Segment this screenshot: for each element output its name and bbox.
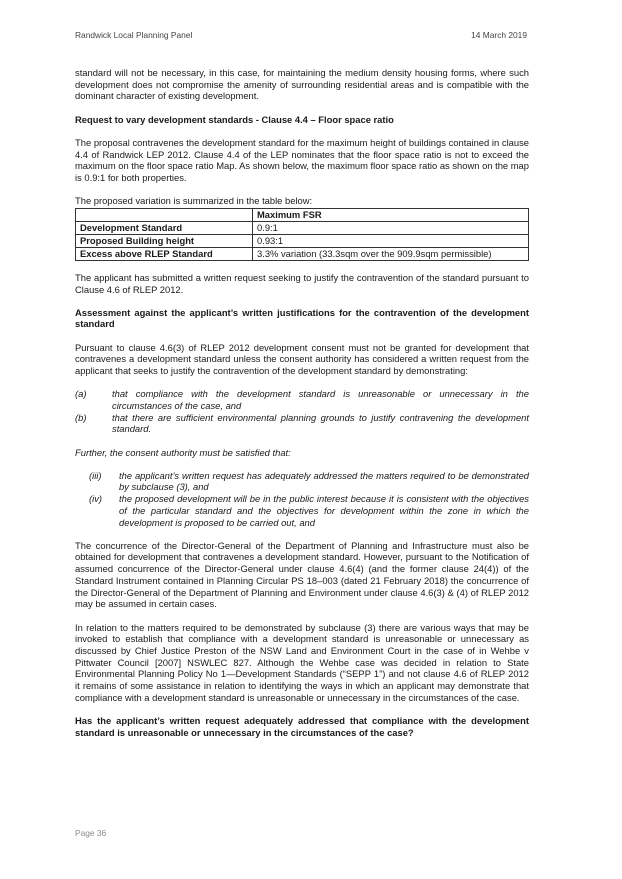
list-item	[75, 412, 529, 435]
header-organisation: Randwick Local Planning Panel	[75, 30, 193, 40]
section-heading-assessment: Assessment against the applicant’s written justifications for the contravention of the development standard	[75, 306, 529, 330]
paragraph-contravention: The proposal contravenes the development standard for the maximum height of buildings contained in clause 4.4 of Randwick LEP 2012. Clause 4.4 of the LEP nominates that the floor space ratio is not to exceed the maximum on the floor space ratio Map. As shown below, the maximum floor space ratio as shown on the map is 0.9:1 for both properties.	[75, 136, 529, 183]
table-row-value: 0.9:1	[253, 221, 529, 234]
list-item-text: that there are sufficient environmental planning grounds to justify contravening the development standard.	[112, 411, 529, 435]
variation-table	[75, 208, 529, 261]
table-header-max-fsr: Maximum FSR	[253, 208, 529, 221]
list-item-text: that compliance with the development standard is unreasonable or unnecessary in the circumstances of the case, and	[112, 388, 529, 411]
section-heading-question: Has the applicant’s written request adequately addressed that compliance with the development standard is unreasonable or unnecessary in the circumstances of the case?	[75, 714, 529, 738]
intro-paragraph: standard will not be necessary, in this case, for maintaining the medium density housing forms, where such development does not compromise the amenity of surrounding residential areas and is compatible with the dominant character of existing development.	[75, 67, 529, 102]
table-row	[76, 234, 529, 247]
table-row	[76, 221, 529, 234]
table-header-row	[76, 208, 529, 221]
list-item-number: (iii)	[89, 469, 102, 481]
table-row-label: Proposed Building height	[76, 234, 253, 247]
table-intro: The proposed variation is summarized in the table below:	[75, 195, 313, 207]
list-item	[89, 493, 529, 528]
list-item-number: (iv)	[89, 493, 103, 505]
paragraph-clause-4-6-3: Pursuant to clause 4.6(3) of RLEP 2012 development consent must not be granted for development that contravenes a development standard unless the consent authority has considered a written request from the applicant that seeks to justify the contravention of the development standard by demonstrating:	[75, 341, 529, 377]
header-date: 14 March 2019	[471, 30, 527, 40]
list-item	[89, 470, 529, 493]
section-heading-fsr: Request to vary development standards - Clause 4.4 – Floor space ratio	[75, 113, 394, 125]
table-row-value: 3.3% variation (33.3sqm over the 909.9sqm permissible)	[253, 247, 529, 260]
paragraph-wehbe: In relation to the matters required to be demonstrated by subclause (3) there are various ways that may be invoked to establish that compliance with a development standard is unreasonable or unnecessary as discussed by Chief Justice Preston of the NSW Land and Environment Court in the case of in Wehbe v Pittwater Council [2007] NSWLEC 827. Although the Wehbe case was decided in relation to State Environmental Planning Policy No 1—Development Standards (“SEPP 1”) and not clause 4.6 of RLEP 2012 it remains of some assistance in relation to identifying the ways in which an applicant may demonstrate that compliance with a development standard is unreasonable or unnecessary in the circumstances of the case.	[75, 621, 529, 703]
list-item-number: (a)	[75, 388, 87, 400]
paragraph-concurrence: The concurrence of the Director-General of the Department of Planning and Infrastructure must also be obtained for development that contravenes a development standard. However, pursuant to the Notification of assumed concurrence of the Director-General under clause 4.6(4) (and the former clause 24(4)) of the Standard Instrument contained in Planning Circular PS 18–003 (dated 21 February 2018) the concurrence of the Director-General of the Department of Planning and Environment under clause 4.6(3) & (4) of RLEP 2012 may be assumed in certain cases.	[75, 539, 529, 610]
list-item-number: (b)	[75, 411, 87, 423]
paragraph-further: Further, the consent authority must be satisfied that:	[75, 446, 291, 458]
list-demonstrating	[75, 388, 529, 435]
table-header-empty	[76, 208, 253, 221]
page-number: Page 36	[75, 828, 107, 838]
list-item	[75, 388, 529, 411]
table-row-label: Excess above RLEP Standard	[76, 247, 253, 260]
table-row-value: 0.93:1	[253, 234, 529, 247]
table-row-label: Development Standard	[76, 221, 253, 234]
paragraph-written-request: The applicant has submitted a written request seeking to justify the contravention of the standard pursuant to Clause 4.6 of RLEP 2012.	[75, 271, 529, 295]
table-row	[76, 247, 529, 260]
page-header	[75, 30, 527, 42]
list-satisfied	[75, 470, 529, 529]
list-item-text: the proposed development will be in the public interest because it is consistent with the objectives of the particular standard and the objectives for development within the zone in which the development is proposed to be carried out, and	[119, 493, 529, 528]
list-item-text: the applicant’s written request has adequately addressed the matters required to be demonstrated by subclause (3), and	[119, 469, 529, 493]
document-body	[75, 67, 529, 750]
